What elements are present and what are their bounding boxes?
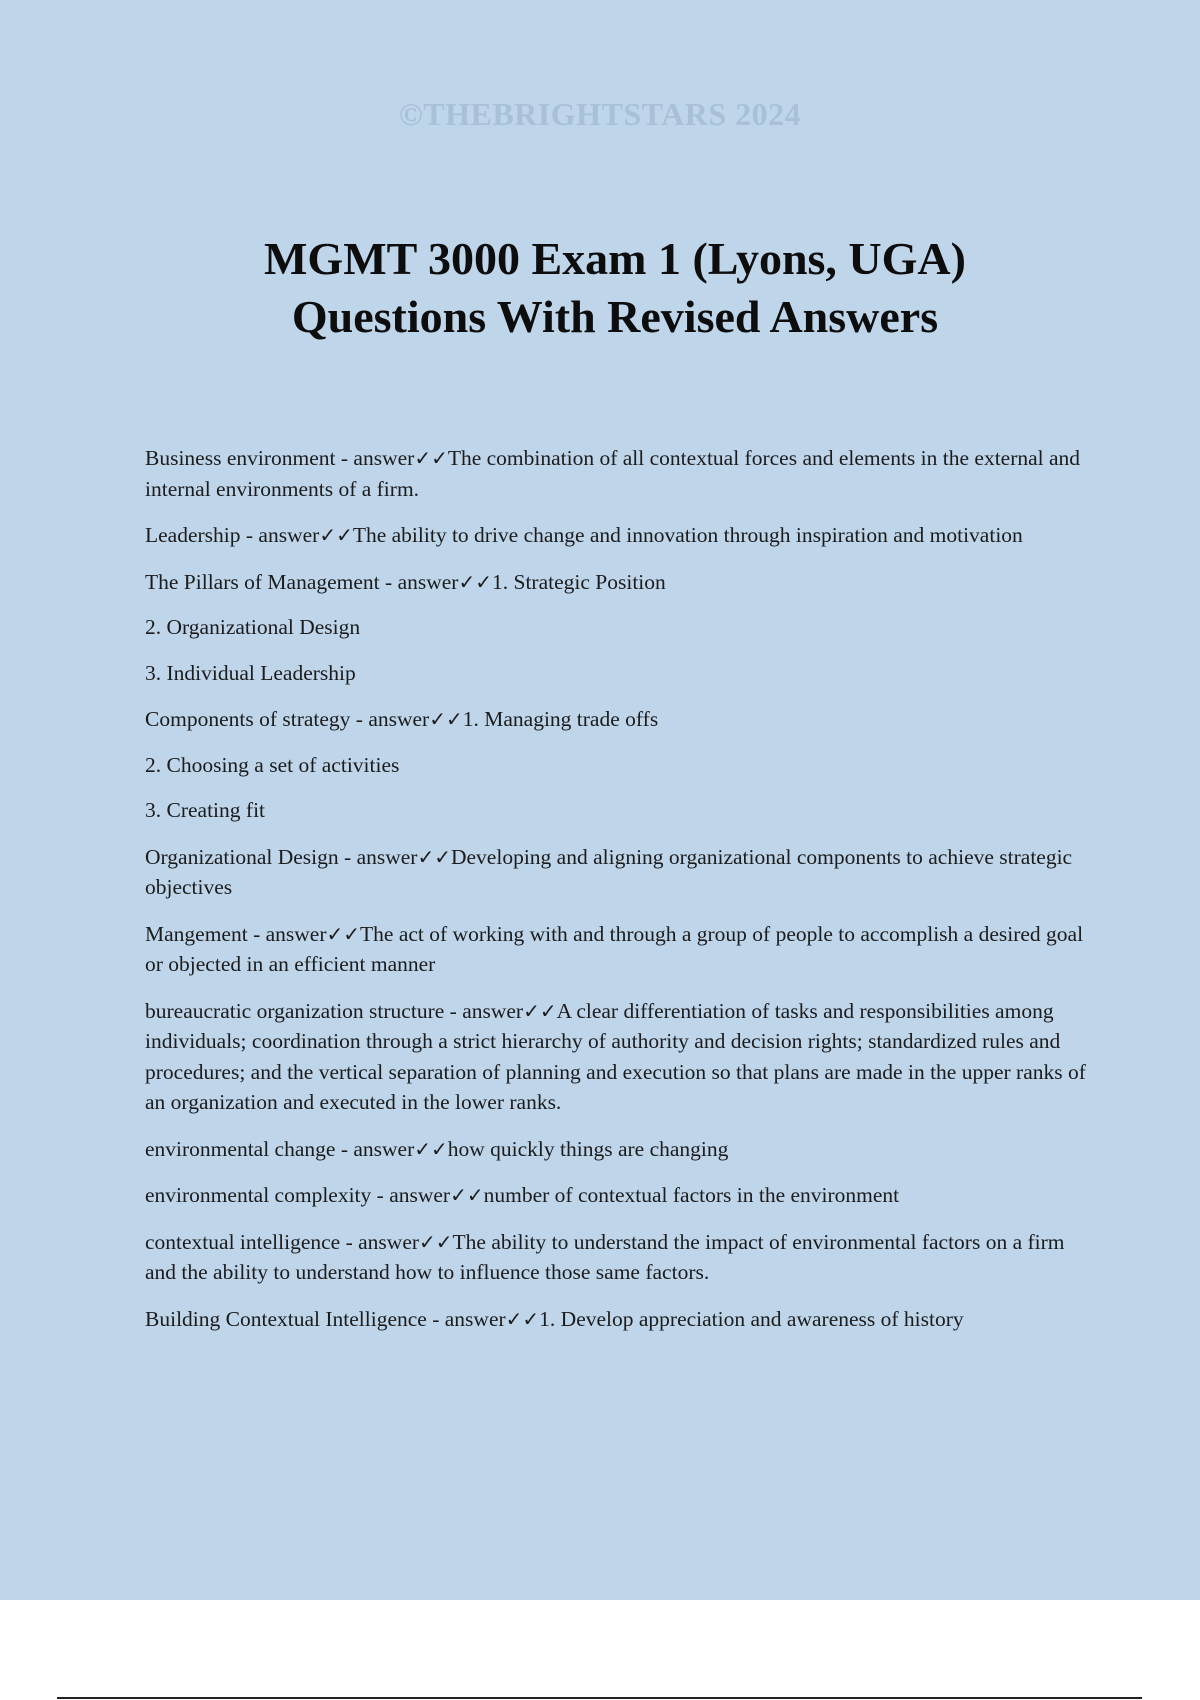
check-marks-icon: ✓✓ [450,1183,484,1207]
answer-separator: - answer [371,1183,451,1207]
entry-answer: number of contextual factors in the environment [483,1183,900,1207]
entry-answer: The combination of all contextual forces and elements in the external and internal environments of a firm. [145,446,1081,501]
entry-answer: how quickly things are changing [447,1136,729,1161]
entry-answer: 1. Strategic Position [491,569,666,594]
entry-answer: A clear differentiation of tasks and responsibilities among individuals; coordination through a strict hierarchy of authority and decision rights; standardized rules and procedures; and the vertical separation of planning and execution so that plans are made in the upper ranks of an organization and executed in the lower ranks. [145,998,1086,1114]
answer-separator: - answer [335,446,415,470]
qa-entry [145,1134,1090,1165]
qa-entry [145,1304,1090,1335]
answer-separator: - answer [335,1136,415,1161]
entry-answer: The ability to drive change and innovation through inspiration and motivation [352,523,1023,547]
qa-entry [145,919,1090,980]
entry-answer: Developing and aligning organizational components to achieve strategic objectives [145,844,1073,899]
check-marks-icon: ✓✓ [326,921,361,946]
qa-list [145,443,1090,1350]
list-item: 2. Choosing a set of activities [145,752,400,777]
answer-separator: - answer [240,523,320,547]
list-item: 2. Organizational Design [145,615,361,639]
entry-term: Building Contextual Intelligence [145,1306,427,1331]
entry-term: Mangement [145,921,248,946]
check-marks-icon: ✓✓ [429,707,463,731]
entry-term: environmental complexity [145,1183,372,1207]
check-marks-icon: ✓✓ [417,844,451,869]
qa-entry [145,520,1090,551]
answer-separator: - answer [444,998,524,1023]
document-title [80,230,1150,346]
check-marks-icon: ✓✓ [419,1229,453,1254]
check-marks-icon: ✓✓ [414,446,448,470]
answer-separator: - answer [379,569,459,594]
list-item: 3. Individual Leadership [145,660,356,685]
check-marks-icon: ✓✓ [458,569,492,594]
entry-term: environmental change [145,1136,336,1161]
entry-term: Business environment [145,446,336,470]
entry-term: contextual intelligence [145,1229,341,1254]
answer-separator: - answer [350,707,430,731]
qa-entry [145,996,1090,1118]
check-marks-icon: ✓✓ [523,998,557,1023]
entry-answer: The act of working with and through a group of people to accomplish a desired goal or objected in an efficient manner [145,921,1084,976]
qa-entry [145,1227,1090,1288]
answer-separator: - answer [338,844,418,869]
title-line-2: Questions With Revised Answers [291,291,939,342]
title-line-1: MGMT 3000 Exam 1 (Lyons, UGA) [264,233,966,284]
answer-separator: - answer [340,1229,420,1254]
entry-term: The Pillars of Management [145,569,380,594]
footer-divider [57,1697,1142,1699]
watermark: ©THEBRIGHTSTARS 2024 [398,96,802,132]
entry-answer: 1. Managing trade offs [462,707,659,731]
answer-separator: - answer [247,921,327,946]
entry-term: Components of strategy [145,707,351,731]
entry-term: Leadership [145,523,241,547]
qa-entry [145,443,1090,504]
check-marks-icon: ✓✓ [505,1306,540,1331]
qa-entry [145,704,1090,735]
answer-separator: - answer [426,1306,506,1331]
qa-entry [145,842,1090,903]
qa-entry [145,1180,1090,1211]
list-item: 3. Creating fit [145,798,266,822]
check-marks-icon: ✓✓ [414,1136,448,1161]
entry-answer: 1. Develop appreciation and awareness of history [539,1306,964,1331]
entry-term: bureaucratic organization structure [145,998,445,1023]
check-marks-icon: ✓✓ [319,523,353,547]
entry-term: Organizational Design [145,844,339,869]
entry-answer: The ability to understand the impact of environmental factors on a firm and the ability to understand how to influence those same factors. [145,1229,1065,1284]
qa-entry [145,567,1090,598]
